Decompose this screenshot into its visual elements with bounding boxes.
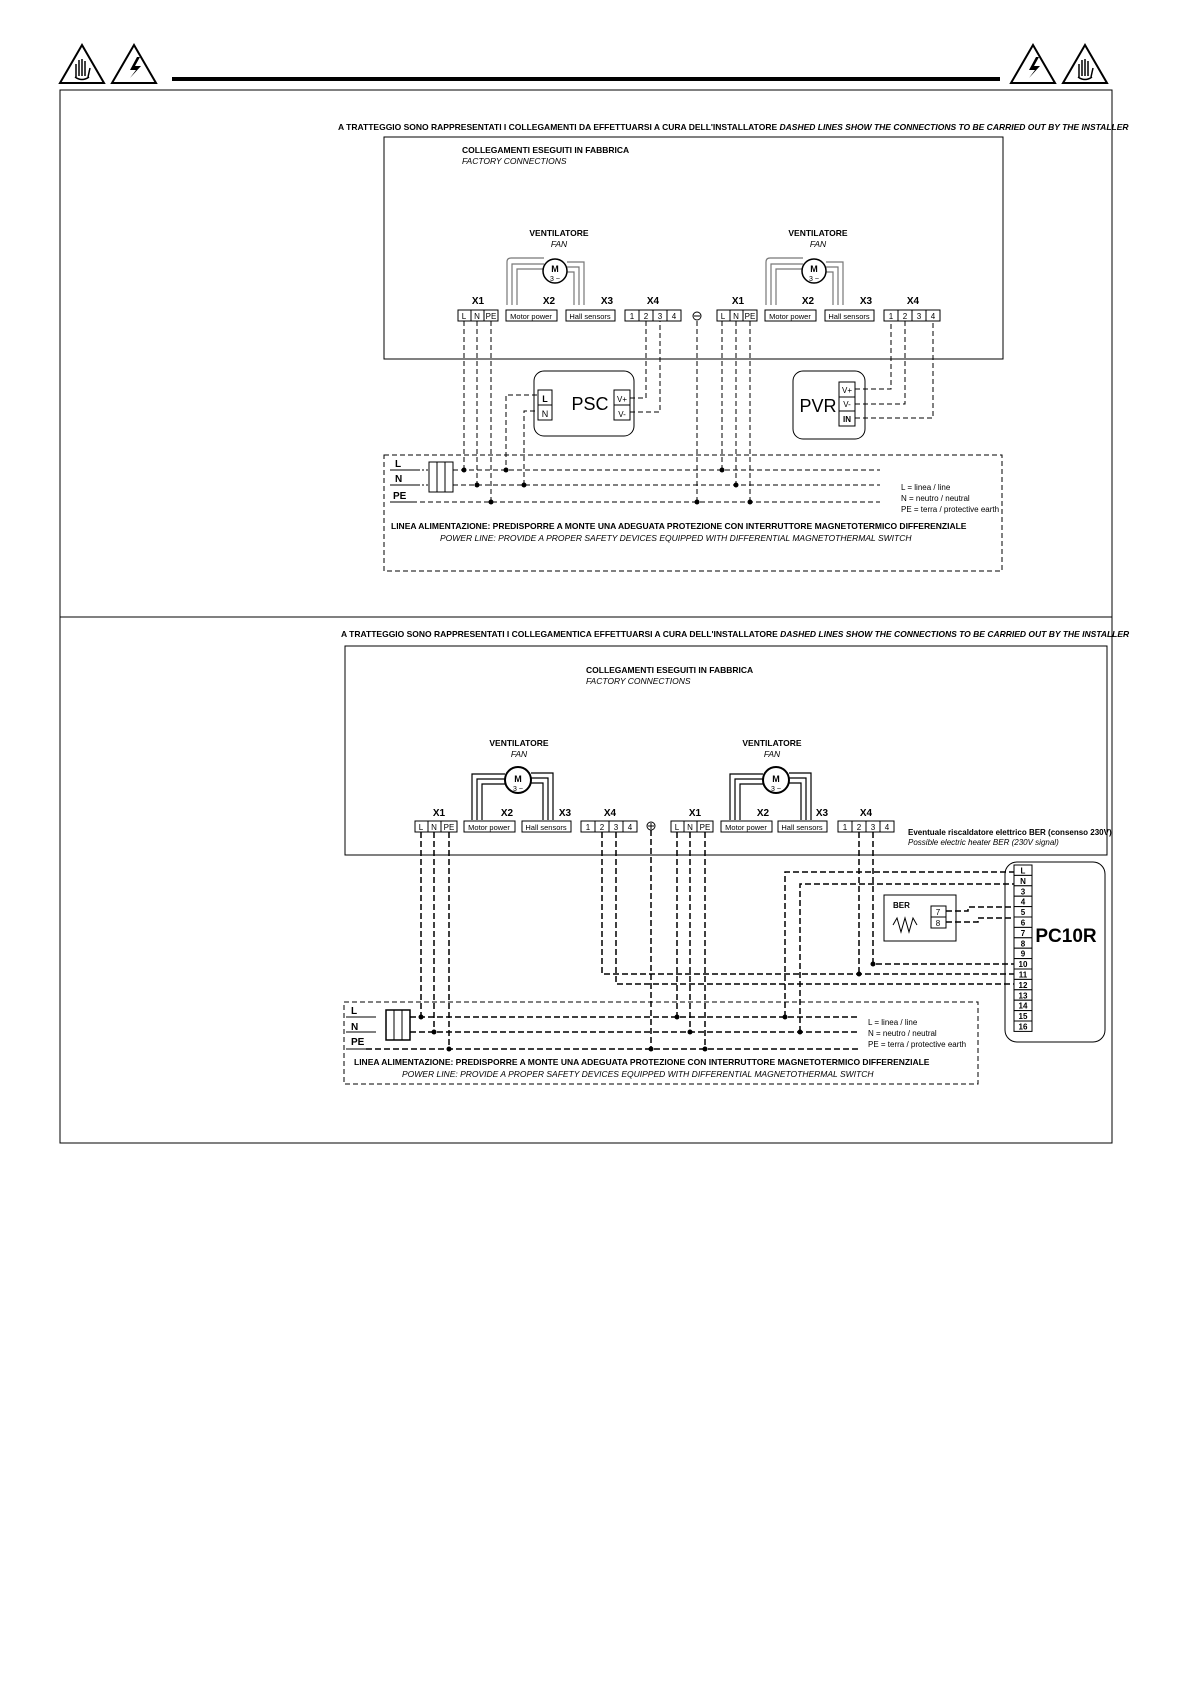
x1-terminal xyxy=(458,310,498,321)
svg-text:L: L xyxy=(674,823,680,832)
x3-label: X3 xyxy=(815,808,829,819)
line-n-label: N xyxy=(351,1022,359,1033)
x3-terminal xyxy=(778,821,827,832)
x1-label: X1 xyxy=(731,296,745,307)
svg-text:4: 4 xyxy=(930,312,936,321)
svg-text:M: M xyxy=(551,264,559,274)
pc10r-terminal-block xyxy=(1014,865,1032,1032)
x4-label: X4 xyxy=(906,296,920,307)
fan-unit xyxy=(671,738,894,832)
pc10r-terminal-label: 11 xyxy=(1018,970,1028,980)
fan-label-it: VENTILATORE xyxy=(529,228,589,238)
svg-text:PE: PE xyxy=(744,312,756,321)
svg-text:V+: V+ xyxy=(616,395,628,404)
heater-note-it: Eventuale riscaldatore elettrico BER (consenso 230V) xyxy=(908,828,1112,837)
svg-text:N: N xyxy=(733,312,739,321)
svg-text:L: L xyxy=(720,312,726,321)
junction-dots xyxy=(462,468,753,505)
pvr-label: PVR xyxy=(799,396,837,416)
svg-text:3 ~: 3 ~ xyxy=(513,786,523,793)
x3-terminal xyxy=(566,310,615,321)
x3-terminal xyxy=(522,821,571,832)
pc10r-terminal-label: 6 xyxy=(1020,918,1026,928)
installer-note: A TRATTEGGIO SONO RAPPRESENTATI I COLLEGAMENTI DA EFFETTUARSI A CURA DELL'INSTALLATORE DASHED LINES SHOW THE CONNECTIONS TO BE CARRIED OUT BY THE INSTALLER xyxy=(338,122,1129,132)
svg-text:V+: V+ xyxy=(841,386,853,395)
svg-text:Motor power: Motor power xyxy=(725,823,767,832)
pc10r-terminal-label: 13 xyxy=(1018,991,1028,1001)
fan-label-en: FAN xyxy=(510,749,528,759)
junction-dots xyxy=(419,962,876,1052)
ber-label: BER xyxy=(893,901,910,910)
x3-label: X3 xyxy=(558,808,572,819)
svg-text:N: N xyxy=(474,312,480,321)
pc10r-terminal-label: 9 xyxy=(1020,949,1026,959)
svg-text:M: M xyxy=(514,774,522,784)
svg-text:Hall sensors: Hall sensors xyxy=(828,312,870,321)
legend-neutral: N = neutro / neutral xyxy=(901,494,970,503)
svg-text:1: 1 xyxy=(585,823,591,832)
svg-text:2: 2 xyxy=(599,823,605,832)
factory-title-en: FACTORY CONNECTIONS xyxy=(586,676,691,686)
power-line-note-it: LINEA ALIMENTAZIONE: PREDISPORRE A MONTE UNA ADEGUATA PROTEZIONE CON INTERRUTTORE MAGNETOTERMICO DIFFERENZIALE xyxy=(354,1057,930,1067)
x1-terminal xyxy=(717,310,757,321)
heater-note-en: Possible electric heater BER (230V signal) xyxy=(908,838,1059,847)
pc10r-terminal-label: 15 xyxy=(1018,1012,1028,1022)
electric-warning-icon xyxy=(1011,45,1055,83)
hand-warning-icon xyxy=(1063,45,1107,83)
svg-text:V-: V- xyxy=(618,410,626,419)
pc10r-terminal-label: 5 xyxy=(1020,908,1026,918)
x4-terminal xyxy=(884,310,940,321)
svg-text:4: 4 xyxy=(671,312,677,321)
svg-text:N: N xyxy=(541,409,549,419)
power-line-note-en: POWER LINE: PROVIDE A PROPER SAFETY DEVICES EQUIPPED WITH DIFFERENTIAL MAGNETOTHERMAL SWITCH xyxy=(440,533,912,543)
earth-icon xyxy=(647,822,655,830)
x3-label: X3 xyxy=(859,296,873,307)
svg-text:2: 2 xyxy=(902,312,908,321)
svg-text:Motor power: Motor power xyxy=(468,823,510,832)
hand-warning-icon xyxy=(60,45,104,83)
svg-text:3 ~: 3 ~ xyxy=(809,276,819,283)
svg-text:L: L xyxy=(542,394,548,404)
psc-controller xyxy=(534,371,634,436)
svg-text:3 ~: 3 ~ xyxy=(550,276,560,283)
line-n-label: N xyxy=(395,474,403,485)
legend-line: L = linea / line xyxy=(901,483,951,492)
pc10r-terminal-label: 14 xyxy=(1018,1001,1028,1011)
x2-terminal xyxy=(721,821,772,832)
electric-warning-icon xyxy=(112,45,156,83)
x4-label: X4 xyxy=(646,296,660,307)
fan-label-it: VENTILATORE xyxy=(742,738,802,748)
pc10r-terminal-label: 4 xyxy=(1020,897,1026,907)
fan-label-it: VENTILATORE xyxy=(788,228,848,238)
x3-label: X3 xyxy=(600,296,614,307)
svg-text:PE: PE xyxy=(485,312,497,321)
x2-terminal xyxy=(765,310,816,321)
svg-text:8: 8 xyxy=(935,919,941,928)
x3-terminal xyxy=(825,310,874,321)
svg-text:4: 4 xyxy=(627,823,633,832)
svg-text:L: L xyxy=(461,312,467,321)
pc10r-terminal-label: L xyxy=(1020,866,1026,876)
x2-label: X2 xyxy=(756,808,770,819)
legend-line: L = linea / line xyxy=(868,1018,918,1027)
power-line-note-it: LINEA ALIMENTAZIONE: PREDISPORRE A MONTE UNA ADEGUATA PROTEZIONE CON INTERRUTTORE MAGNETOTERMICO DIFFERENZIALE xyxy=(391,521,967,531)
differential-switch-icon xyxy=(418,462,453,492)
pc10r-label: PC10R xyxy=(1035,926,1097,947)
x2-label: X2 xyxy=(801,296,815,307)
svg-text:M: M xyxy=(772,774,780,784)
pc10r-terminal-label: N xyxy=(1020,876,1026,886)
svg-text:7: 7 xyxy=(935,908,941,917)
header xyxy=(60,45,1107,83)
x4-terminal xyxy=(625,310,681,321)
fan-label-en: FAN xyxy=(550,239,568,249)
x2-label: X2 xyxy=(500,808,514,819)
pc10r-terminal-label: 10 xyxy=(1018,960,1028,970)
x1-terminal xyxy=(415,821,457,832)
fan-label-en: FAN xyxy=(763,749,781,759)
pc10r-terminal-label: 8 xyxy=(1020,939,1026,949)
fan-unit xyxy=(458,228,681,321)
svg-text:3: 3 xyxy=(613,823,619,832)
x4-label: X4 xyxy=(603,808,617,819)
fan-unit xyxy=(415,738,637,832)
svg-text:Hall sensors: Hall sensors xyxy=(569,312,611,321)
x1-terminal xyxy=(671,821,713,832)
pvr-controller xyxy=(793,371,865,439)
line-l-label: L xyxy=(351,1006,358,1017)
x4-terminal xyxy=(581,821,637,832)
pc10r-terminal-label: 7 xyxy=(1020,928,1026,938)
line-pe-label: PE xyxy=(351,1037,365,1048)
legend-earth: PE = terra / protective earth xyxy=(868,1040,967,1049)
svg-text:M: M xyxy=(810,264,818,274)
power-line-note-en: POWER LINE: PROVIDE A PROPER SAFETY DEVICES EQUIPPED WITH DIFFERENTIAL MAGNETOTHERMAL SWITCH xyxy=(402,1069,874,1079)
svg-text:1: 1 xyxy=(842,823,848,832)
svg-text:V-: V- xyxy=(843,400,851,409)
svg-text:PE: PE xyxy=(699,823,711,832)
svg-text:1: 1 xyxy=(629,312,635,321)
svg-text:3: 3 xyxy=(916,312,922,321)
svg-text:1: 1 xyxy=(888,312,894,321)
svg-text:3 ~: 3 ~ xyxy=(771,786,781,793)
svg-text:2: 2 xyxy=(643,312,649,321)
x2-label: X2 xyxy=(542,296,556,307)
legend-earth: PE = terra / protective earth xyxy=(901,505,1000,514)
fan-label-en: FAN xyxy=(809,239,827,249)
svg-text:Hall sensors: Hall sensors xyxy=(781,823,823,832)
psc-label: PSC xyxy=(571,394,609,414)
svg-text:3: 3 xyxy=(657,312,663,321)
differential-switch-icon xyxy=(386,1010,410,1040)
svg-text:Motor power: Motor power xyxy=(769,312,811,321)
line-pe-label: PE xyxy=(393,491,407,502)
installer-note: A TRATTEGGIO SONO RAPPRESENTATI I COLLEGAMENTICA EFFETTUARSI A CURA DELL'INSTALLATORE DASHED LINES SHOW THE CONNECTIONS TO BE CARRIED OUT BY THE INSTALLER xyxy=(341,629,1130,639)
svg-text:3: 3 xyxy=(870,823,876,832)
factory-title-en: FACTORY CONNECTIONS xyxy=(462,156,567,166)
fan-unit xyxy=(717,228,940,321)
pc10r-controller xyxy=(1005,862,1105,1042)
x2-terminal xyxy=(506,310,557,321)
svg-text:IN: IN xyxy=(843,415,851,424)
legend-neutral: N = neutro / neutral xyxy=(868,1029,937,1038)
svg-text:N: N xyxy=(687,823,693,832)
pc10r-terminal-label: 12 xyxy=(1018,980,1028,990)
svg-text:Hall sensors: Hall sensors xyxy=(525,823,567,832)
pc10r-terminal-label: 16 xyxy=(1018,1022,1028,1032)
svg-text:2: 2 xyxy=(856,823,862,832)
svg-text:4: 4 xyxy=(884,823,890,832)
fan-label-it: VENTILATORE xyxy=(489,738,549,748)
diagram1 xyxy=(338,122,1129,571)
x2-terminal xyxy=(464,821,515,832)
x1-label: X1 xyxy=(688,808,702,819)
x1-label: X1 xyxy=(471,296,485,307)
x4-terminal xyxy=(838,821,894,832)
pc10r-terminal-label: 3 xyxy=(1020,887,1026,897)
x1-label: X1 xyxy=(432,808,446,819)
factory-title-it: COLLEGAMENTI ESEGUITI IN FABBRICA xyxy=(462,145,630,155)
svg-text:L: L xyxy=(418,823,424,832)
earth-icon xyxy=(693,312,701,320)
svg-text:PE: PE xyxy=(443,823,455,832)
x4-label: X4 xyxy=(859,808,873,819)
diagram2 xyxy=(341,629,1130,1084)
line-l-label: L xyxy=(395,459,402,470)
svg-text:Motor power: Motor power xyxy=(510,312,552,321)
factory-title-it: COLLEGAMENTI ESEGUITI IN FABBRICA xyxy=(586,665,754,675)
ber-heater xyxy=(884,895,956,941)
svg-text:N: N xyxy=(431,823,437,832)
